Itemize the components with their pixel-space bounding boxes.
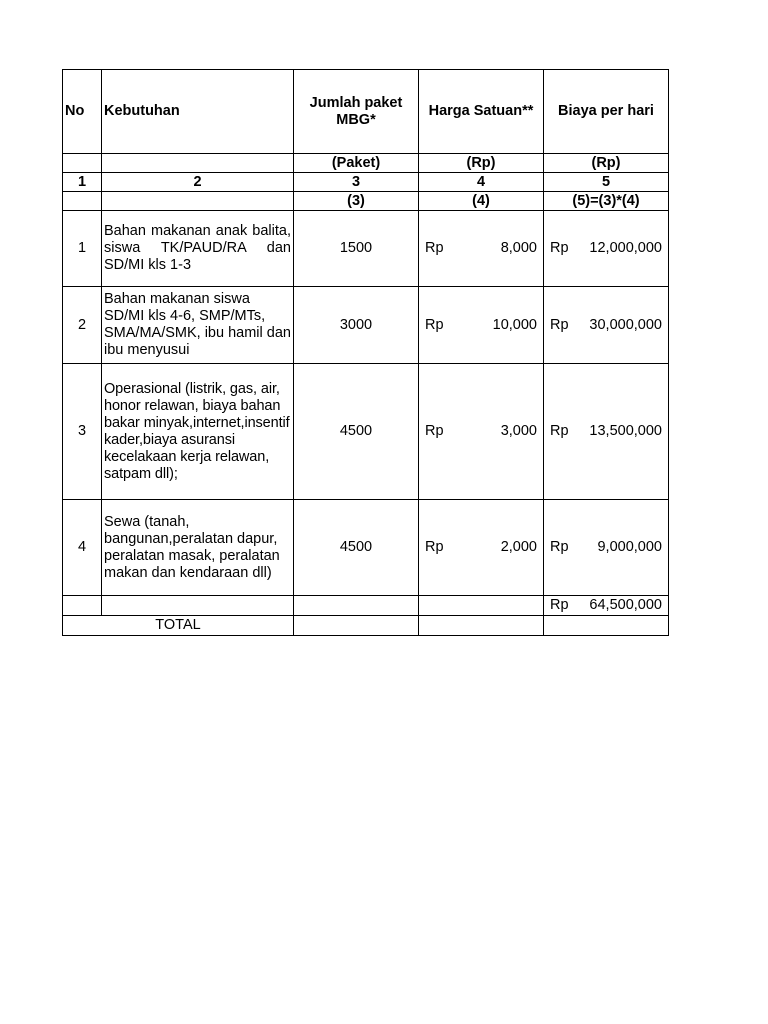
row-no: 2 [63,287,102,364]
header-biaya: Biaya per hari [544,70,669,154]
row-harga-value: 2,000 [500,539,537,555]
row-biaya-currency: Rp [550,240,569,256]
unit-biaya: (Rp) [544,154,669,173]
table-row [63,364,669,500]
row-no: 3 [63,364,102,500]
table-row [63,287,669,364]
row-harga-currency: Rp [425,539,444,555]
row-kebutuhan: Bahan makanan siswa SD/MI kls 4-6, SMP/MTs, SMA/MA/SMK, ibu hamil dan ibu menyusui [102,287,294,364]
budget-table [62,69,669,636]
row-jumlah: 4500 [294,500,419,596]
header-no: No [63,70,102,154]
table-row [63,500,669,596]
units-row [63,154,669,173]
total-empty-jumlah [294,616,419,636]
unit-harga: (Rp) [419,154,544,173]
row-no: 4 [63,500,102,596]
formula-jumlah: (3) [294,192,419,211]
row-harga-value: 10,000 [492,316,537,333]
total-label: TOTAL [63,616,294,636]
formula-empty-no [63,192,102,211]
subtotal-row [63,596,669,616]
col-number: 5 [544,173,669,192]
row-biaya-currency: Rp [550,423,569,439]
header-kebutuhan: Kebutuhan [102,70,294,154]
row-kebutuhan: Bahan makanan anak balita, siswa TK/PAUD/RA dan SD/MI kls 1-3 [102,211,294,287]
row-harga-cell [419,500,544,596]
table-row [63,211,669,287]
row-biaya-cell [544,364,669,500]
subtotal-empty-harga [419,596,544,616]
col-number: 2 [102,173,294,192]
subtotal-value: 64,500,000 [589,597,662,613]
row-harga-value: 8,000 [500,240,537,256]
col-number: 1 [63,173,102,192]
row-harga-cell [419,287,544,364]
subtotal-cell [544,596,669,616]
subtotal-empty-kebutuhan [102,596,294,616]
row-harga-cell [419,211,544,287]
row-biaya-currency: Rp [550,316,569,333]
units-empty-kebutuhan [102,154,294,173]
subtotal-currency: Rp [550,597,569,613]
formula-empty-kebutuhan [102,192,294,211]
row-jumlah: 1500 [294,211,419,287]
subtotal-empty-no [63,596,102,616]
row-no: 1 [63,211,102,287]
row-biaya-value: 9,000,000 [597,539,662,555]
units-empty-no [63,154,102,173]
row-biaya-currency: Rp [550,539,569,555]
row-biaya-cell [544,500,669,596]
formula-harga: (4) [419,192,544,211]
header-jumlah: Jumlah paket MBG* [294,70,419,154]
header-row [63,70,669,154]
row-harga-currency: Rp [425,240,444,256]
row-biaya-value: 30,000,000 [589,316,662,333]
row-kebutuhan: Sewa (tanah, bangunan,peralatan dapur, peralatan masak, peralatan makan dan kendaraan dll) [102,500,294,596]
header-harga: Harga Satuan** [419,70,544,154]
formula-row [63,192,669,211]
row-biaya-value: 13,500,000 [589,423,662,439]
row-harga-cell [419,364,544,500]
row-biaya-cell [544,211,669,287]
column-numbers-row [63,173,669,192]
col-number: 4 [419,173,544,192]
col-number: 3 [294,173,419,192]
total-empty-biaya [544,616,669,636]
row-jumlah: 3000 [294,287,419,364]
total-empty-harga [419,616,544,636]
total-row [63,616,669,636]
unit-jumlah: (Paket) [294,154,419,173]
row-kebutuhan: Operasional (listrik, gas, air, honor relawan, biaya bahan bakar minyak,internet,insentif kader,biaya asuransi kecelakaan kerja relawan, satpam dll); [102,364,294,500]
row-harga-currency: Rp [425,423,444,439]
row-harga-currency: Rp [425,316,444,333]
formula-biaya: (5)=(3)*(4) [544,192,669,211]
row-biaya-value: 12,000,000 [589,240,662,256]
subtotal-empty-jumlah [294,596,419,616]
row-biaya-cell [544,287,669,364]
row-jumlah: 4500 [294,364,419,500]
row-harga-value: 3,000 [500,423,537,439]
